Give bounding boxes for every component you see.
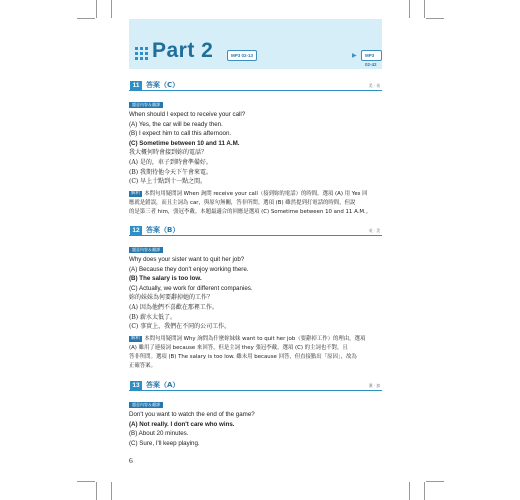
option-a-translation: (A) 因為他們不喜歡在那裡工作。 <box>129 303 218 311</box>
answer-label: 答案（A） <box>146 381 180 389</box>
question-12 <box>129 225 382 371</box>
crop-mark <box>409 0 410 18</box>
answer-label: 答案（C） <box>146 81 180 89</box>
crop-mark <box>424 482 425 500</box>
accent-tag: 美 · 英 <box>368 83 380 88</box>
explanation-line: 應就是錯誤，而且主詞為 car，與原句無關，答非所問。選項 (B) 雖然提到打電話的時間，但說 <box>129 199 356 206</box>
option-b: (B) About 20 minutes. <box>129 430 189 438</box>
part-header <box>129 19 382 69</box>
crop-mark <box>426 481 444 482</box>
divider <box>129 235 382 236</box>
accent-tag: 英 · 美 <box>368 228 380 233</box>
explanation-line: 的是第三者 him，張冠李戴。本題最適合的回應是選項 (C) Sometime between 10 and 11 A.M.。 <box>129 208 372 215</box>
question-header <box>129 225 382 236</box>
crop-mark <box>77 18 95 19</box>
option-b-translation: (B) 我期待他今天下午會來電。 <box>129 168 212 176</box>
explanation-line: 本問句用疑問詞 Why 詢問為什麼妳妹妹 want to quit her job（要辭掉工作）的理由。選項 <box>144 335 366 342</box>
accent-tag: 澳 · 加 <box>368 383 380 388</box>
explanation <box>129 335 382 371</box>
question-number: 11 <box>130 81 142 90</box>
crop-mark <box>96 482 97 500</box>
section-badge: 題意內容＆翻譯 <box>129 102 163 108</box>
option-c-translation: (C) 早上十點到十一點之間。 <box>129 178 207 186</box>
option-a: (A) Not really. I don't care who wins. <box>129 420 235 428</box>
explanation-tag: 解析 <box>131 190 141 196</box>
question-translation: 我大概何時會接到妳的電話？ <box>129 149 208 157</box>
question-13 <box>129 380 382 448</box>
explanation-line: (A) 雖用了連接詞 because 來回答，但是主詞 they 張冠李戴。選項 (C) 的主詞也不對，且 <box>129 344 348 351</box>
question-11 <box>129 80 382 217</box>
page-number: 6 <box>129 456 133 465</box>
option-c-translation: (C) 事實上，我們在不同的公司工作。 <box>129 323 231 331</box>
mp3-end-badge: MP3 02-42 <box>361 50 382 61</box>
section-badge: 題意內容＆翻譯 <box>129 247 163 253</box>
explanation-tag: 解析 <box>131 335 141 341</box>
mp3-start-badge: MP3 02-13 <box>227 50 257 61</box>
option-b: (B) I expect him to call this afternoon. <box>129 130 232 138</box>
question-text: When should I expect to receive your call? <box>129 111 246 118</box>
question-number: 12 <box>130 226 142 235</box>
crop-mark <box>96 0 97 18</box>
option-c: (C) Actually, we work for different companies. <box>129 284 253 292</box>
option-a: (A) Because they don't enjoy working there. <box>129 265 249 273</box>
crop-mark <box>77 481 95 482</box>
question-number: 13 <box>130 381 142 390</box>
question-text: Don't you want to watch the end of the game? <box>129 411 255 418</box>
explanation-line: 本問句用疑問詞 When 詢問 receive your call（接到妳的電話）的時間。選項 (A) 用 Yes 回 <box>144 190 368 197</box>
explanation-line: 答非所問。選項 (B) The salary is too low. 雖未用 because 回答，但直接點出「原因」，故為 <box>129 353 357 360</box>
option-c: (C) Sometime between 10 and 11 A.M. <box>129 139 240 147</box>
option-c: (C) Sure, I'll keep playing. <box>129 439 200 447</box>
divider <box>129 90 382 91</box>
option-b-translation: (B) 薪水太低了。 <box>129 313 176 321</box>
question-header <box>129 380 382 391</box>
crop-mark <box>426 18 444 19</box>
crop-mark <box>111 482 112 500</box>
question-translation: 妳的妹妹為何要辭掉她的工作？ <box>129 294 214 302</box>
option-a: (A) Yes, the car will be ready then. <box>129 120 223 128</box>
grid-icon <box>135 47 149 61</box>
explanation <box>129 190 382 217</box>
part-title: Part 2 <box>152 39 214 62</box>
crop-mark <box>424 0 425 18</box>
question-header <box>129 80 382 91</box>
explanation-line: 正確答案。 <box>129 362 156 369</box>
answer-label: 答案（B） <box>146 226 180 234</box>
option-a-translation: (A) 是的，車子到時會準備好。 <box>129 158 212 166</box>
question-text: Why does your sister want to quit her job? <box>129 256 245 263</box>
crop-mark <box>111 0 112 18</box>
crop-mark <box>409 482 410 500</box>
option-b: (B) The salary is too low. <box>129 275 202 283</box>
divider <box>129 390 382 391</box>
section-badge: 題意內容＆翻譯 <box>129 402 163 408</box>
chevron-right-icon: ▶ <box>352 52 357 59</box>
